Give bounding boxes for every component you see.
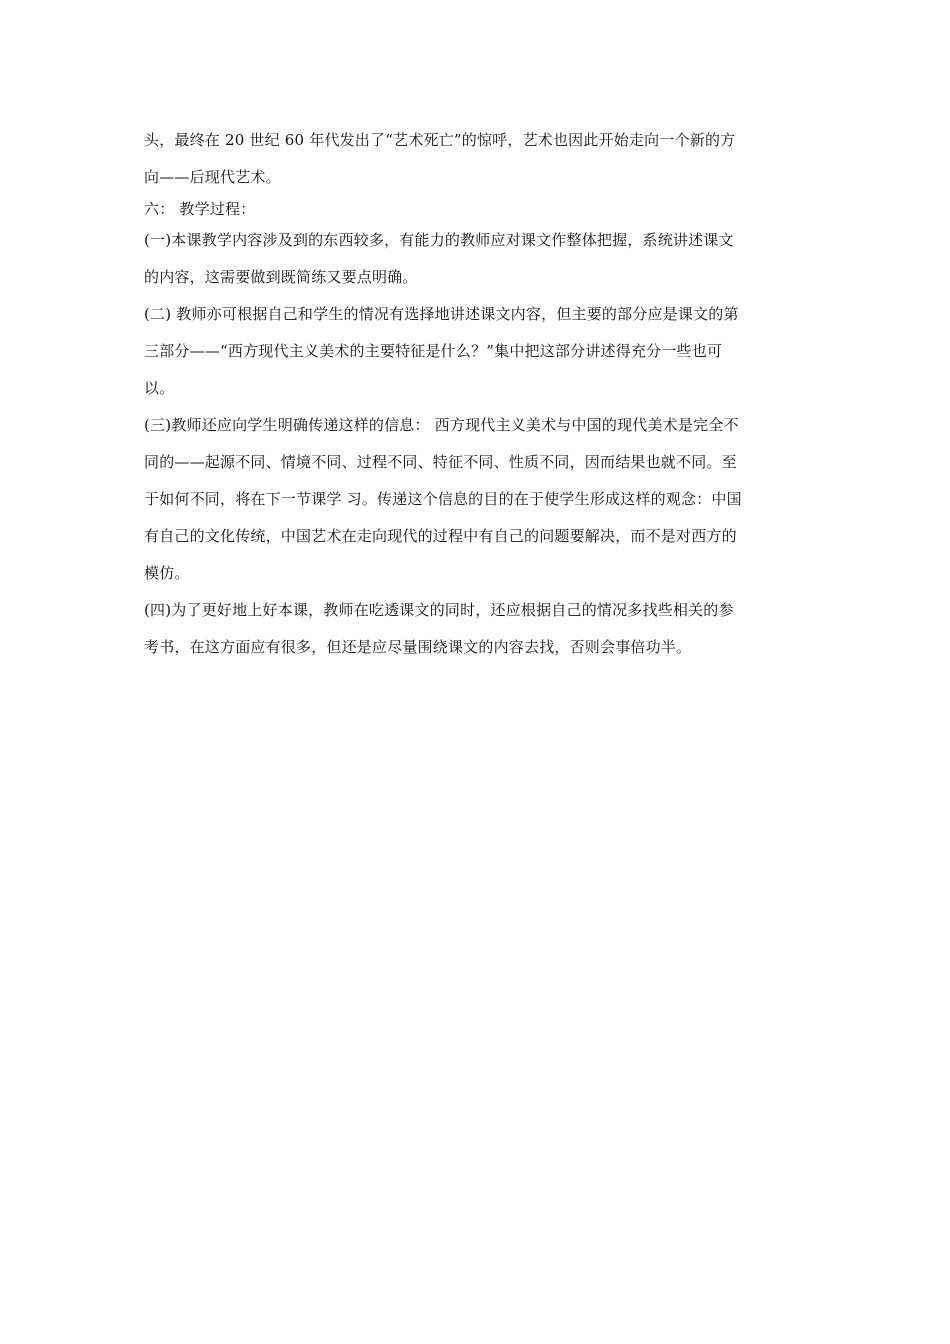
text-line: (四)为了更好地上好本课，教师在吃透课文的同时，还应根据自己的情况多找些相关的参	[144, 601, 734, 619]
document-body	[144, 122, 808, 666]
text-line: 头，最终在 20 世纪 60 年代发出了“艺术死亡”的惊呼，艺术也因此开始走向一个新的方	[144, 131, 736, 149]
section-heading: 六： 教学过程：	[144, 200, 256, 218]
text-line: 模仿。	[144, 564, 190, 582]
text-line: (三)教师还应向学生明确传递这样的信息： 西方现代主义美术与中国的现代美术是完全不	[144, 416, 739, 434]
text-line: 考书，在这方面应有很多，但还是应尽量围绕课文的内容去找，否则会事倍功半。	[144, 638, 692, 656]
text-line: 于如何不同，将在下一节课学 习。传递这个信息的目的在于使学生形成这样的观念：中国	[144, 490, 742, 508]
text-line: 三部分——“西方现代主义美术的主要特征是什么？”集中把这部分讲述得充分一些也可	[144, 342, 723, 360]
text-line: 以。	[144, 379, 175, 397]
text-line: 向——后现代艺术。	[144, 168, 281, 186]
text-line: 同的——起源不同、情境不同、过程不同、特征不同、性质不同，因而结果也就不同。至	[144, 453, 737, 471]
text-line: (二) 教师亦可根据自己和学生的情况有选择地讲述课文内容，但主要的部分应是课文的第	[144, 305, 739, 323]
text-line: 有自己的文化传统，中国艺术在走向现代的过程中有自己的问题要解决，而不是对西方的	[144, 527, 737, 545]
text-line: (一)本课教学内容涉及到的东西较多，有能力的教师应对课文作整体把握，系统讲述课文	[144, 231, 734, 249]
text-line: 的内容，这需要做到既简练又要点明确。	[144, 268, 418, 286]
